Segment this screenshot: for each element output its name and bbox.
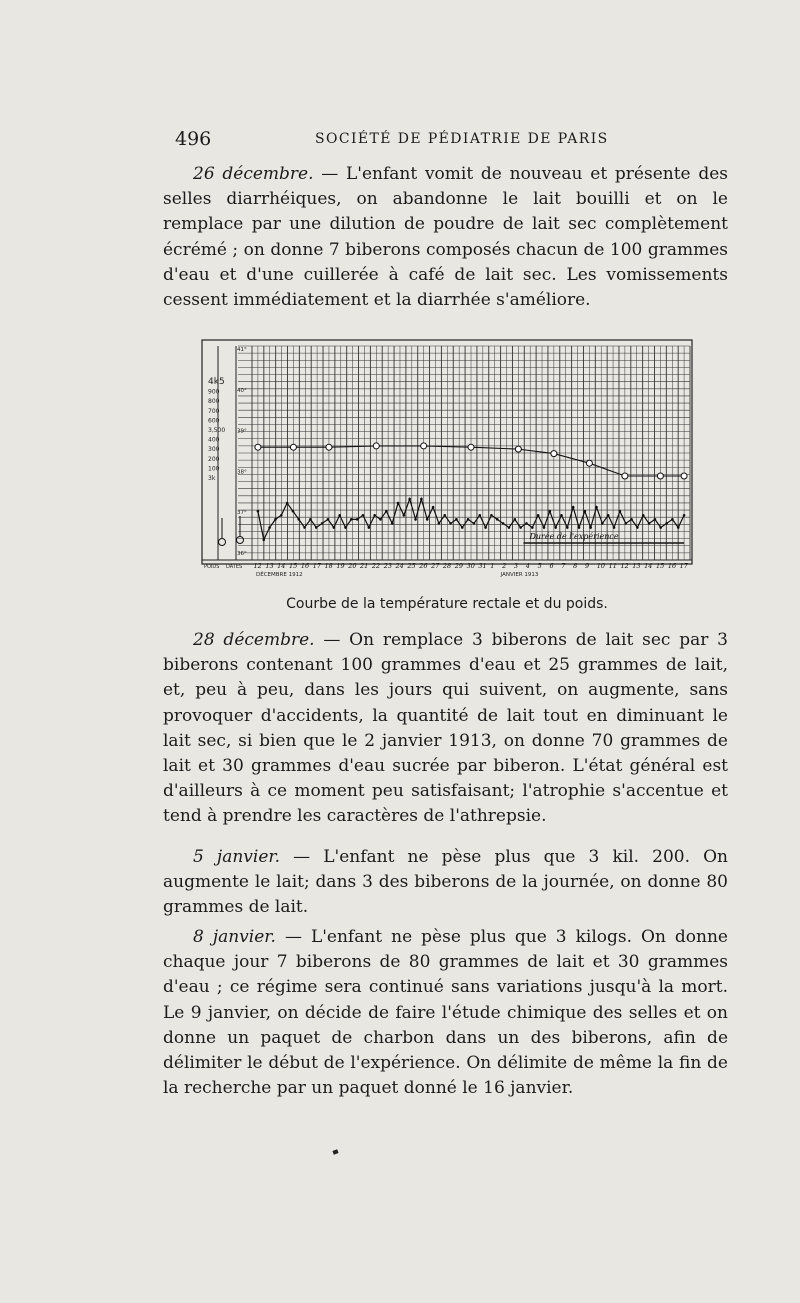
temperature-point bbox=[280, 514, 283, 517]
date-tick-label: 1 bbox=[490, 562, 495, 570]
weight-point bbox=[255, 444, 261, 450]
date-tick-label: 7 bbox=[561, 562, 566, 570]
temperature-point bbox=[531, 526, 534, 529]
date-tick-label: 23 bbox=[383, 562, 392, 570]
temperature-point bbox=[525, 522, 528, 525]
weight-axis-label: 600 bbox=[208, 417, 220, 425]
temperature-point bbox=[385, 510, 388, 513]
date-tick-label: 10 bbox=[596, 562, 606, 570]
weight-point bbox=[681, 473, 687, 479]
date-tick-label: 19 bbox=[336, 562, 345, 570]
date-tick-label: 27 bbox=[431, 562, 440, 570]
temperature-point bbox=[508, 526, 511, 529]
weight-axis-label: 700 bbox=[208, 407, 220, 415]
temperature-axis-label: 36° bbox=[237, 551, 247, 557]
date-tick-label: 26 bbox=[419, 562, 428, 570]
temperature-point bbox=[484, 526, 487, 529]
date-tick-label: 20 bbox=[348, 562, 357, 570]
row-label-dates: DATES bbox=[226, 564, 243, 570]
temperature-point bbox=[519, 526, 522, 529]
weight-axis-label: 200 bbox=[208, 455, 220, 463]
chart-svg bbox=[200, 338, 694, 578]
weight-point bbox=[373, 443, 379, 449]
paragraph-26-decembre bbox=[163, 162, 728, 313]
temperature-point bbox=[350, 518, 353, 521]
temperature-point bbox=[473, 522, 476, 525]
date-tick-label: 17 bbox=[312, 562, 321, 570]
date-tick-label: 5 bbox=[537, 562, 542, 570]
temperature-point bbox=[321, 522, 324, 525]
date-tick-label: 12 bbox=[253, 562, 262, 570]
paragraph-text: — L'enfant ne pèse plus que 3 kil. 200. On augmente le lait; dans 3 des biberons de la journée, on donne 80 grammes de lait. bbox=[163, 847, 728, 918]
temperature-point bbox=[426, 518, 429, 521]
temperature-axis-label: 39° bbox=[237, 428, 247, 435]
paragraph-date: 26 décembre. bbox=[193, 164, 314, 184]
temperature-point bbox=[268, 526, 271, 529]
ink-speck bbox=[332, 1149, 338, 1154]
temperature-point bbox=[537, 514, 540, 517]
temperature-point bbox=[449, 522, 452, 525]
temperature-point bbox=[566, 526, 569, 529]
temperature-point bbox=[408, 498, 411, 501]
temperature-point bbox=[344, 526, 347, 529]
month-label-december: DÉCEMBRE 1912 bbox=[256, 572, 303, 578]
date-tick-label: 9 bbox=[584, 562, 590, 570]
temperature-point bbox=[420, 498, 423, 501]
weight-point bbox=[622, 473, 628, 479]
temperature-point bbox=[619, 510, 622, 513]
temperature-point bbox=[560, 514, 563, 517]
temperature-point bbox=[397, 502, 400, 505]
row-label-poids: POIDS bbox=[204, 564, 220, 570]
temperature-point bbox=[543, 526, 546, 529]
date-tick-label: 17 bbox=[679, 562, 688, 570]
temperature-point bbox=[636, 526, 639, 529]
temperature-point bbox=[303, 526, 306, 529]
temperature-point bbox=[309, 518, 312, 521]
temperature-point bbox=[677, 526, 680, 529]
temperature-point bbox=[443, 514, 446, 517]
weight-point bbox=[290, 444, 296, 450]
temperature-point bbox=[630, 518, 633, 521]
temperature-weight-chart bbox=[200, 338, 694, 578]
weight-axis-label: 800 bbox=[208, 398, 220, 406]
temperature-point bbox=[595, 506, 598, 509]
weight-point bbox=[468, 444, 474, 450]
paragraph-date: 28 décembre. bbox=[193, 630, 315, 650]
date-tick-label: 13 bbox=[265, 562, 274, 570]
date-tick-label: 16 bbox=[300, 562, 310, 570]
weight-axis-label: 100 bbox=[208, 465, 220, 473]
temperature-axis-label: 41° bbox=[237, 347, 247, 353]
date-tick-label: 14 bbox=[644, 562, 653, 570]
temperature-point bbox=[438, 522, 441, 525]
date-tick-label: 6 bbox=[549, 562, 554, 570]
weight-axis-label: 3k bbox=[208, 475, 216, 482]
figure-caption: Courbe de la température rectale et du poids. bbox=[286, 596, 608, 612]
temperature-point bbox=[624, 522, 627, 525]
temperature-point bbox=[502, 522, 505, 525]
temperature-axis-label: 40° bbox=[237, 387, 247, 394]
date-tick-label: 16 bbox=[667, 562, 677, 570]
temperature-point bbox=[513, 518, 516, 521]
date-tick-label: 11 bbox=[608, 562, 617, 570]
date-tick-label: 13 bbox=[632, 562, 641, 570]
temperature-point bbox=[262, 538, 265, 541]
temperature-point bbox=[654, 518, 657, 521]
date-tick-label: 14 bbox=[277, 562, 286, 570]
date-tick-label: 3 bbox=[513, 562, 519, 570]
temperature-point bbox=[373, 514, 376, 517]
temperature-point bbox=[362, 514, 365, 517]
temperature-point bbox=[257, 510, 260, 513]
temperature-point bbox=[286, 502, 289, 505]
temperature-point bbox=[642, 514, 645, 517]
paragraph-text: — L'enfant ne pèse plus que 3 kilogs. On donne chaque jour 7 biberons de 80 grammes de lait et 30 grammes d'eau ; ce régime sera continué sans variations jusqu'à la mort. Le 9 janvier, on décide de faire l'étude chimique des selles et on donne un paquet de charbon dans un des biberons, afin de délimiter le début de l'expérience. On délimite de même la fin de la recherche par un paquet donné le 16 janvier. bbox=[163, 927, 728, 1099]
running-title: SOCIÉTÉ DE PÉDIATRIE DE PARIS bbox=[315, 131, 609, 147]
date-tick-label: 18 bbox=[324, 562, 333, 570]
temperature-point bbox=[297, 518, 300, 521]
temperature-point bbox=[274, 518, 277, 521]
marker-bulb bbox=[219, 539, 226, 546]
temperature-axis-label: 38° bbox=[237, 469, 247, 476]
temperature-point bbox=[315, 526, 318, 529]
temperature-point bbox=[671, 518, 674, 521]
temperature-point bbox=[368, 526, 371, 529]
weight-axis-label: 3,500 bbox=[208, 427, 226, 434]
paragraph-text: — L'enfant vomit de nouveau et présente des selles diarrhéiques, on abandonne le lait bouilli et on le remplace par une dilution de poudre de lait sec complètement écrémé ; on donne 7 biberons composés chacun de 100 grammes d'eau et d'une cuillerée à café de lait sec. Les vomissements cessent immédiatement et la diarrhée s'améliore. bbox=[163, 164, 729, 311]
temperature-point bbox=[432, 506, 435, 509]
temperature-point bbox=[601, 522, 604, 525]
temperature-point bbox=[333, 526, 336, 529]
temperature-point bbox=[554, 526, 557, 529]
weight-axis-label: 400 bbox=[208, 436, 220, 444]
temperature-point bbox=[379, 518, 382, 521]
date-tick-label: 21 bbox=[360, 562, 369, 570]
page-header bbox=[175, 128, 735, 156]
temperature-point bbox=[461, 526, 464, 529]
weight-axis-label: 900 bbox=[208, 388, 220, 396]
date-tick-label: 30 bbox=[466, 562, 475, 570]
temperature-point bbox=[478, 514, 481, 517]
temperature-point bbox=[665, 522, 668, 525]
temperature-point bbox=[607, 514, 610, 517]
temperature-point bbox=[391, 522, 394, 525]
weight-point bbox=[551, 451, 557, 457]
temperature-point bbox=[414, 518, 417, 521]
page-number: 496 bbox=[175, 128, 212, 150]
date-tick-label: 25 bbox=[407, 562, 416, 570]
paragraph-5-janvier bbox=[163, 845, 728, 921]
temperature-point bbox=[356, 518, 359, 521]
date-tick-label: 24 bbox=[395, 562, 404, 570]
date-tick-label: 12 bbox=[620, 562, 629, 570]
date-tick-label: 31 bbox=[478, 562, 487, 570]
temperature-point bbox=[403, 514, 406, 517]
temperature-point bbox=[683, 514, 686, 517]
temperature-point bbox=[490, 514, 493, 517]
paragraph-date: 5 janvier. bbox=[193, 847, 281, 867]
temperature-point bbox=[584, 510, 587, 513]
temperature-point bbox=[659, 526, 662, 529]
paragraph-text: — On remplace 3 biberons de lait sec par 3 biberons contenant 100 grammes d'eau et 25 grammes de lait, et, peu à peu, dans les jours qui suivent, on augmente, sans provoquer d'accidents, la quantité de lait tout en diminuant le lait sec, si bien que le 2 janvier 1913, on donne 70 grammes de lait et 30 grammes d'eau sucrée par biberon. L'état général est d'ailleurs à ce moment peu satisfaisant; l'atrophie s'accentue et tend à prendre les caractères de l'athrepsie. bbox=[163, 630, 728, 827]
marker-bulb bbox=[237, 537, 244, 544]
temperature-point bbox=[467, 518, 470, 521]
date-tick-label: 8 bbox=[573, 562, 578, 570]
paragraph-date: 8 janvier. bbox=[193, 927, 276, 947]
weight-point bbox=[515, 446, 521, 452]
date-tick-label: 28 bbox=[442, 562, 452, 570]
temperature-point bbox=[613, 526, 616, 529]
temperature-point bbox=[338, 514, 341, 517]
temperature-point bbox=[578, 526, 581, 529]
weight-point bbox=[326, 444, 332, 450]
temperature-point bbox=[648, 522, 651, 525]
temperature-point bbox=[549, 510, 552, 513]
month-label-january: JANVIER 1913 bbox=[500, 572, 539, 578]
date-tick-label: 22 bbox=[371, 562, 381, 570]
weight-axis-label: 4k5 bbox=[208, 377, 225, 387]
temperature-point bbox=[572, 506, 575, 509]
temperature-axis-label: 37° bbox=[237, 510, 247, 517]
weight-point bbox=[421, 443, 427, 449]
paragraph-28-decembre bbox=[163, 628, 728, 830]
paragraph-8-janvier bbox=[163, 925, 728, 1101]
date-tick-label: 29 bbox=[454, 562, 464, 570]
experiment-duration-label: Durée de l'expérience bbox=[529, 532, 619, 541]
temperature-point bbox=[589, 526, 592, 529]
temperature-point bbox=[327, 518, 330, 521]
temperature-point bbox=[455, 518, 458, 521]
weight-axis-label: 300 bbox=[208, 446, 220, 454]
date-tick-label: 15 bbox=[289, 562, 298, 570]
temperature-point bbox=[496, 518, 499, 521]
temperature-point bbox=[292, 510, 295, 513]
weight-point bbox=[586, 460, 592, 466]
weight-point bbox=[657, 473, 663, 479]
date-tick-label: 4 bbox=[525, 562, 530, 570]
date-tick-label: 15 bbox=[655, 562, 665, 570]
date-tick-label: 2 bbox=[502, 562, 507, 570]
